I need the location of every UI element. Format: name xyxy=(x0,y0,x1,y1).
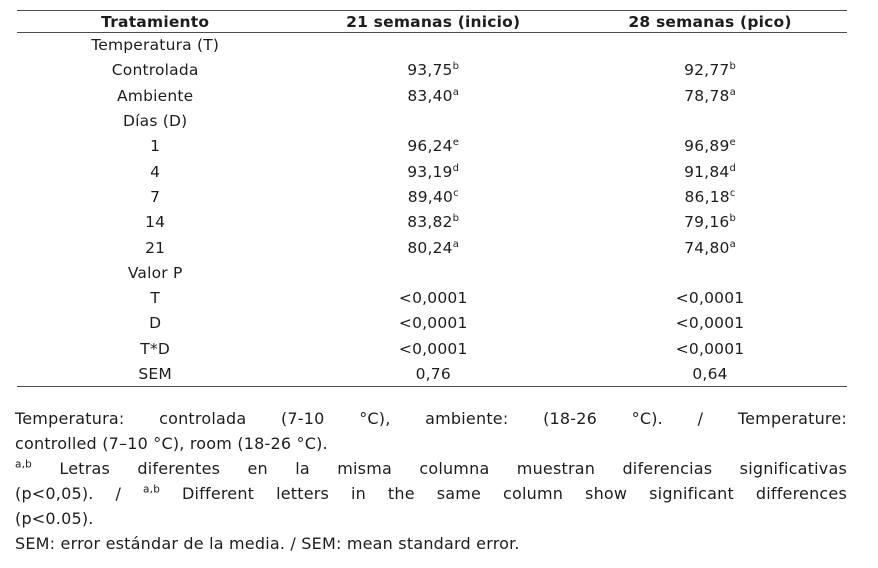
value-cell: 83,40$^a$ xyxy=(407,86,460,105)
treatment-label: T xyxy=(150,289,161,308)
superscript-ab: a,b xyxy=(15,458,33,471)
value-cell xyxy=(573,260,847,285)
value-cell xyxy=(293,108,573,133)
value-cell: 0,64 xyxy=(692,364,728,383)
treatment-label: 1 xyxy=(150,137,161,156)
significance-letter: e xyxy=(452,137,460,149)
value-cell: <0,0001 xyxy=(398,339,468,358)
table-row-dia-14 xyxy=(17,210,847,235)
col-header-28-semanas: 28 semanas (pico) xyxy=(628,12,792,31)
significance-letter: b xyxy=(452,61,460,73)
footnote-temperature-line2: controlled (7–10 °C), room (18-26 °C). xyxy=(15,434,328,454)
treatment-label: 4 xyxy=(150,162,161,181)
value-cell: 78,78$^a$ xyxy=(684,86,736,105)
value-cell: 96,24e xyxy=(407,137,460,156)
superscript-ab: a,b xyxy=(143,483,161,496)
value-cell: <0,0001 xyxy=(675,339,745,358)
significance-letter: a xyxy=(452,238,460,250)
table-row-sem xyxy=(17,361,847,386)
value-cell: 83,82$^b$ xyxy=(407,213,460,232)
table-row-dia-21 xyxy=(17,235,847,260)
col-header-tratamiento: Tratamiento xyxy=(101,12,210,31)
significance-letter: a xyxy=(452,86,460,98)
col-header-21-semanas: 21 semanas (inicio) xyxy=(346,12,521,31)
table-row-dia-1 xyxy=(17,134,847,159)
table-row-section-valor-p xyxy=(17,260,847,285)
table-row-section-dias xyxy=(17,108,847,133)
significance-letter: b xyxy=(729,61,736,73)
treatment-label: 14 xyxy=(145,213,166,232)
significance-letter: c xyxy=(729,187,736,199)
treatment-label: Días (D) xyxy=(123,112,188,131)
value-cell xyxy=(293,260,573,285)
table-footnotes xyxy=(15,406,847,556)
value-cell: <0,0001 xyxy=(675,314,745,333)
treatment-label: T*D xyxy=(140,339,171,358)
value-cell: 79,16$^b$ xyxy=(684,213,736,232)
significance-letter: c xyxy=(453,187,459,199)
table-row-pvalue-t xyxy=(17,285,847,310)
treatment-label: Valor P xyxy=(127,263,183,282)
significance-letter: d xyxy=(729,162,736,174)
treatment-label: Temperatura (T) xyxy=(91,36,220,55)
significance-letter: b xyxy=(452,213,460,225)
value-cell: 86,18$^c$ xyxy=(684,187,736,206)
table-row-pvalue-d xyxy=(17,311,847,336)
footnote-letters-line2: (p<0,05). / $^{a,b}$ Different letters in the same column show significant differences xyxy=(15,483,847,504)
value-cell: 80,24$^a$ xyxy=(407,238,460,257)
results-table xyxy=(17,10,847,387)
value-cell: <0,0001 xyxy=(398,314,468,333)
value-cell: 92,77$^b$ xyxy=(684,61,736,80)
value-cell xyxy=(573,33,847,58)
value-cell: 96,89e xyxy=(684,137,736,156)
value-cell: 74,80$^a$ xyxy=(684,238,736,257)
value-cell: 93,75$^b$ xyxy=(407,61,460,80)
treatment-label: 21 xyxy=(145,238,166,257)
value-cell: <0,0001 xyxy=(675,289,745,308)
significance-letter: d xyxy=(452,162,460,174)
table-row-controlada xyxy=(17,58,847,83)
value-cell xyxy=(573,108,847,133)
table-row-ambiente xyxy=(17,83,847,108)
value-cell: 91,84$^d$ xyxy=(684,162,736,181)
footnote-temperature-line1: Temperatura: controlada (7-10 °C), ambiente: (18-26 °C). / Temperature: xyxy=(15,409,847,429)
footnote-letters-line1: $^{a,b}$ Letras diferentes en la misma columna muestran diferencias significativas xyxy=(15,458,847,479)
significance-letter: a xyxy=(729,86,736,98)
table-row-pvalue-txd xyxy=(17,336,847,361)
treatment-label: 7 xyxy=(150,187,161,206)
footnote-sem: SEM: error estándar de la media. / SEM: mean standard error. xyxy=(15,534,520,554)
table-row-dia-7 xyxy=(17,184,847,209)
treatment-label: SEM xyxy=(138,364,172,383)
treatment-label: Ambiente xyxy=(116,86,194,105)
significance-letter: a xyxy=(729,238,736,250)
value-cell xyxy=(293,33,573,58)
footnote-letters-line3: (p<0.05). xyxy=(15,509,94,529)
significance-letter: b xyxy=(729,213,736,225)
significance-letter: e xyxy=(729,137,736,149)
table-row-section-temperatura xyxy=(17,33,847,58)
table-header-row xyxy=(17,11,847,33)
value-cell: 93,19$^d$ xyxy=(407,162,460,181)
value-cell: <0,0001 xyxy=(398,289,468,308)
table-row-dia-4 xyxy=(17,159,847,184)
treatment-label: D xyxy=(149,314,162,333)
treatment-label: Controlada xyxy=(111,61,199,80)
value-cell: 89,40$^c$ xyxy=(407,187,459,206)
value-cell: 0,76 xyxy=(415,364,451,383)
